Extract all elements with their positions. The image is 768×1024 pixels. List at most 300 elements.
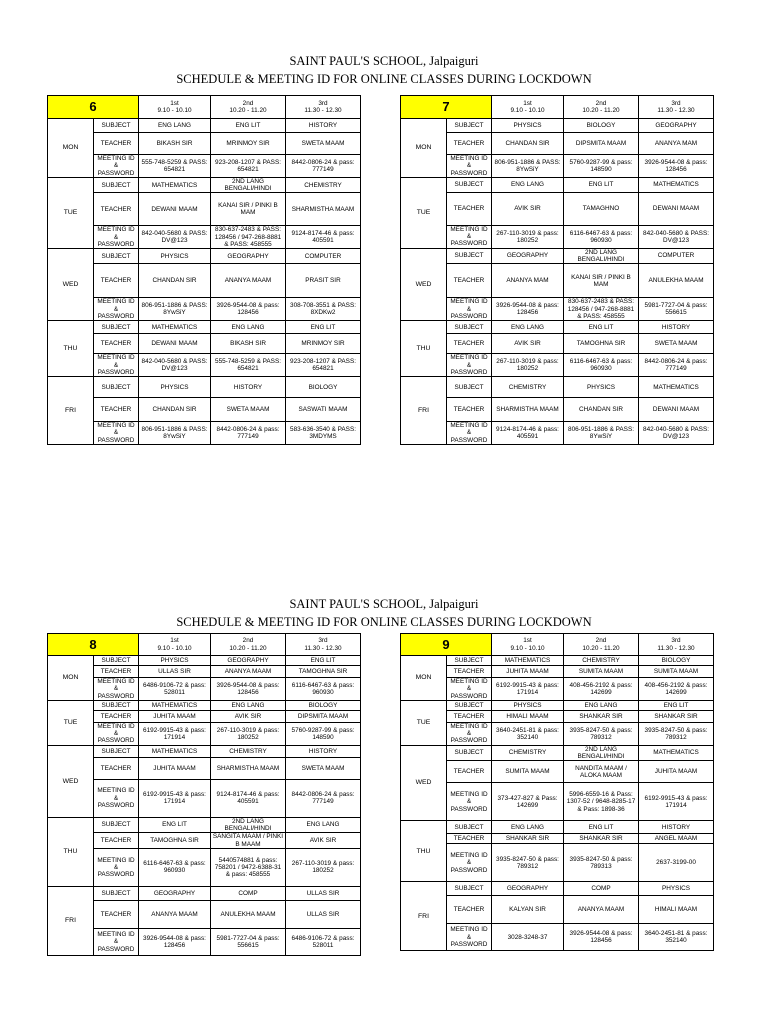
schedule-cell: DIPSMITA MAAM (564, 133, 639, 155)
schedule-cell: 923-208-1207 & PASS: 654821 (211, 155, 286, 178)
schedule-cell: HISTORY (639, 321, 714, 334)
period-header (286, 96, 361, 119)
period-time: 10.20 - 11.20 (229, 107, 267, 114)
table-row (48, 155, 361, 178)
table-row (48, 745, 361, 757)
schedule-cell: JUHITA MAAM (639, 761, 714, 783)
schedule-cell: 6486-9106-72 & pass: 528011 (139, 678, 211, 701)
class-number: 9 (401, 634, 492, 656)
schedule-cell: ANANYA MAAM (211, 264, 286, 298)
row-label: SUBJECT (447, 248, 492, 264)
schedule-cell: 8442-0806-24 & pass: 777149 (639, 354, 714, 377)
schedule-cell: TAMOGHNA SIR (564, 334, 639, 354)
schedule-cell: PHYSICS (139, 249, 211, 264)
schedule-cell: SWETA MAAM (211, 398, 286, 422)
day-label: TUE (48, 177, 94, 248)
row-label: TEACHER (94, 900, 139, 928)
row-label: SUBJECT (94, 321, 139, 334)
table-row (401, 119, 714, 133)
schedule-cell: ENG LANG (564, 700, 639, 710)
period-number: 1st (170, 637, 179, 645)
table-row (401, 924, 714, 951)
period-time: 11.30 - 12.30 (304, 644, 342, 652)
schedule-cell: PRASIT SIR (286, 264, 361, 298)
table-row (401, 377, 714, 398)
table-row (401, 248, 714, 264)
day-label: MON (48, 119, 94, 178)
row-label: MEETING ID & PASSWORD (447, 422, 492, 445)
period-number: 2nd (595, 99, 607, 107)
row-label: MEETING ID & PASSWORD (447, 722, 492, 745)
table-row (48, 710, 361, 722)
row-label: MEETING ID & PASSWORD (94, 928, 139, 955)
schedule-cell: DIPSMITA MAAM (286, 710, 361, 722)
schedule-cell: 267-110-3019 & pass: 180252 (492, 354, 564, 377)
schedule-cell: BIKASH SIR (139, 133, 211, 155)
day-label: FRI (48, 377, 94, 445)
day-label: FRI (401, 377, 447, 445)
row-label: SUBJECT (447, 321, 492, 334)
schedule-cell: SUMITA MAAM (639, 666, 714, 678)
schedule-cell: 3926-9544-08 & pass: 128456 (211, 678, 286, 701)
table-row (401, 844, 714, 882)
schedule-cell: SHARMISTHA MAAM (211, 757, 286, 779)
schedule-cell: 842-040-5680 & PASS: DV@123 (639, 225, 714, 248)
row-label: SUBJECT (94, 656, 139, 666)
schedule-cell: TAMOGHNA SIR (286, 666, 361, 678)
schedule-cell: 6116-6467-63 & pass: 960930 (564, 225, 639, 248)
schedule-cell: SHARMISTHA MAAM (286, 193, 361, 226)
schedule-cell: GEOGRAPHY (492, 882, 564, 896)
schedule-cell: COMPUTER (286, 249, 361, 264)
header-row (48, 634, 361, 656)
table-row (401, 882, 714, 896)
schedule-cell: SASWATI MAAM (286, 398, 361, 422)
row-label: TEACHER (447, 133, 492, 155)
schedule-cell: 5996-6559-16 & Pass: 1307-52 / 9648-8285-17 & Pass: 1898-36 (564, 783, 639, 821)
table-row (48, 928, 361, 955)
table-row (401, 666, 714, 678)
schedule-cell: AVIK SIR (286, 833, 361, 849)
table-row (48, 722, 361, 745)
schedule-cell: ANANYA MAM (492, 264, 564, 298)
schedule-cell: 3935-8247-50 & pass: 789312 (639, 722, 714, 745)
row-label: SUBJECT (94, 377, 139, 398)
schedule-cell: PHYSICS (139, 377, 211, 398)
table-row (401, 422, 714, 445)
table-row (401, 177, 714, 192)
schedule-cell: BIOLOGY (286, 700, 361, 710)
table-row (401, 761, 714, 783)
schedule-cell: SANGITA MAAM / PINKI B MAAM (211, 833, 286, 849)
row-label: SUBJECT (447, 177, 492, 192)
schedule-cell: 842-040-5680 & PASS: DV@123 (139, 354, 211, 377)
day-label: MON (401, 656, 447, 701)
schedule-cell: 842-040-5680 & PASS: DV@123 (139, 226, 211, 249)
schedule-cell: KALYAN SIR (492, 896, 564, 924)
schedule-cell: 583-636-3540 & PASS: 3MDYMS (286, 422, 361, 445)
row-label: SUBJECT (94, 249, 139, 264)
table-row (401, 896, 714, 924)
schedule-cell: ENG LANG (492, 177, 564, 192)
schedule-cell: 267-110-3019 & pass: 180252 (492, 225, 564, 248)
schedule-cell: HISTORY (286, 119, 361, 133)
schedule-cell: ANANYA MAAM (139, 900, 211, 928)
day-label: WED (401, 745, 447, 821)
table-row (48, 678, 361, 701)
schedule-cell: TAMOGHNA SIR (139, 833, 211, 849)
day-label: TUE (401, 700, 447, 745)
table-row (401, 321, 714, 334)
row-label: TEACHER (447, 761, 492, 783)
schedule-cell: SUMITA MAAM (564, 666, 639, 678)
schedule-cell: ENG LIT (639, 700, 714, 710)
schedule-cell: ANULEKHA MAAM (211, 900, 286, 928)
schedule-cell: 8442-0806-24 & pass: 777149 (286, 155, 361, 178)
period-number: 3rd (671, 637, 681, 645)
day-label: WED (401, 248, 447, 320)
schedule-cell: ANANYA MAAM (211, 666, 286, 678)
schedule-heading: SCHEDULE & MEETING ID FOR ONLINE CLASSES DURING LOCKDOWN (176, 72, 592, 86)
period-header (211, 634, 286, 656)
schedule-cell: NANDITA MAAM / ALOKA MAAM (564, 761, 639, 783)
row-label: MEETING ID & PASSWORD (94, 678, 139, 701)
schedule-cell: MATHEMATICS (139, 321, 211, 334)
schedule-cell: JUHITA MAAM (139, 757, 211, 779)
table-row (48, 249, 361, 264)
period-number: 3rd (318, 99, 328, 107)
school-name: SAINT PAUL'S SCHOOL, Jalpaiguri (289, 597, 479, 611)
table-row (401, 710, 714, 722)
schedule-cell: 806-951-1886 & PASS: 8YwSiY (139, 422, 211, 445)
schedule-cell: 806-951-1886 & PASS: 8YwSiY (139, 298, 211, 321)
period-number: 2nd (242, 99, 254, 107)
schedule-cell: 3926-9544-08 & pass: 128456 (492, 298, 564, 321)
schedule-cell: BIOLOGY (564, 119, 639, 133)
table-row (401, 354, 714, 377)
table-row (48, 133, 361, 155)
table-row (48, 119, 361, 133)
period-number: 1st (523, 637, 532, 645)
schedule-cell: JUHITA MAAM (139, 710, 211, 722)
row-label: TEACHER (94, 757, 139, 779)
row-label: MEETING ID & PASSWORD (94, 722, 139, 745)
day-label: THU (401, 821, 447, 882)
period-header (492, 634, 564, 656)
schedule-cell: 9124-8174-46 & pass: 405591 (286, 226, 361, 249)
schedule-cell: 9124-8174-46 & pass: 405591 (211, 779, 286, 817)
schedule-cell: CHEMISTRY (286, 177, 361, 193)
table-row (401, 225, 714, 248)
table-row (48, 817, 361, 833)
schedule-cell: 5760-9287-99 & pass: 148590 (564, 155, 639, 178)
schedule-cell: 3926-9544-08 & pass: 128456 (564, 924, 639, 951)
period-header (139, 634, 211, 656)
schedule-cell: SWETA MAAM (286, 133, 361, 155)
schedule-cell: 3640-2451-81 & pass: 352140 (639, 924, 714, 951)
schedule-cell: PHYSICS (139, 656, 211, 666)
row-label: SUBJECT (447, 377, 492, 398)
table-row (401, 834, 714, 844)
class-number: 7 (401, 96, 492, 119)
period-number: 2nd (242, 637, 254, 645)
schedule-cell: 2ND LANG BENGALI/HINDI (211, 817, 286, 833)
schedule-cell: KANAI SIR / PINKI B MAM (564, 264, 639, 298)
row-label: MEETING ID & PASSWORD (447, 924, 492, 951)
schedule-cell: 5981-7727-04 & pass: 556615 (639, 298, 714, 321)
schedule-cell: GEOGRAPHY (139, 886, 211, 900)
schedule-cell: ULLAS SIR (286, 900, 361, 928)
period-time: 9.10 - 10.10 (510, 107, 545, 114)
schedule-cell: 2ND LANG BENGALI/HINDI (564, 248, 639, 264)
row-label: TEACHER (94, 264, 139, 298)
schedule-cell: 6486-9106-72 & pass: 528011 (286, 928, 361, 955)
schedule-cell: CHEMISTRY (211, 745, 286, 757)
schedule-cell: ENG LANG (139, 119, 211, 133)
schedule-cell: 6116-6467-63 & pass: 960930 (286, 678, 361, 701)
schedule-cell: 3028-3248-37 (492, 924, 564, 951)
period-number: 3rd (318, 637, 328, 645)
row-label: SUBJECT (94, 119, 139, 133)
schedule-table (47, 633, 361, 956)
schedule-cell: HISTORY (286, 745, 361, 757)
row-label: TEACHER (94, 833, 139, 849)
schedule-cell: BIOLOGY (286, 377, 361, 398)
schedule-cell: ENG LIT (564, 321, 639, 334)
period-time: 11.30 - 12.30 (657, 107, 695, 114)
day-label: MON (401, 119, 447, 178)
period-number: 3rd (671, 99, 681, 107)
table-row (48, 757, 361, 779)
schedule-table (400, 633, 714, 951)
schedule-cell: ULLAS SIR (139, 666, 211, 678)
day-label: MON (48, 656, 94, 701)
table-row (401, 656, 714, 666)
table-row (401, 722, 714, 745)
row-label: SUBJECT (94, 817, 139, 833)
schedule-cell: COMP (564, 882, 639, 896)
schedule-cell: PHYSICS (492, 119, 564, 133)
row-label: TEACHER (94, 666, 139, 678)
period-time: 9.10 - 10.10 (510, 644, 545, 652)
schedule-cell: 2ND LANG BENGALI/HINDI (564, 745, 639, 761)
schedule-cell: GEOGRAPHY (639, 119, 714, 133)
schedule-cell: 5981-7727-04 & pass: 556615 (211, 928, 286, 955)
schedule-cell: MATHEMATICS (139, 177, 211, 193)
schedule-cell: COMP (211, 886, 286, 900)
schedule-cell: SUMITA MAAM (492, 761, 564, 783)
schedule-cell: ANGEL MAAM (639, 834, 714, 844)
day-label: THU (401, 321, 447, 377)
schedule-table (400, 95, 714, 445)
schedule-cell: 3935-8247-50 & pass: 789312 (564, 722, 639, 745)
header-row (401, 96, 714, 119)
period-header (139, 96, 211, 119)
table-row (48, 321, 361, 334)
schedule-cell: GEOGRAPHY (492, 248, 564, 264)
schedule-cell: JUHITA MAAM (492, 666, 564, 678)
schedule-cell: 3935-8247-50 & pass: 789313 (564, 844, 639, 882)
schedule-cell: MATHEMATICS (139, 745, 211, 757)
row-label: TEACHER (447, 192, 492, 225)
table-row (48, 700, 361, 710)
row-label: MEETING ID & PASSWORD (447, 155, 492, 178)
period-header (639, 634, 714, 656)
row-label: TEACHER (447, 264, 492, 298)
row-label: MEETING ID & PASSWORD (94, 226, 139, 249)
schedule-cell: DEWANI MAAM (639, 398, 714, 422)
row-label: SUBJECT (94, 177, 139, 193)
schedule-cell: 3935-8247-50 & pass: 789312 (492, 844, 564, 882)
row-label: MEETING ID & PASSWORD (94, 848, 139, 886)
period-time: 9.10 - 10.10 (157, 644, 192, 652)
schedule-cell: CHEMISTRY (564, 656, 639, 666)
row-label: MEETING ID & PASSWORD (447, 354, 492, 377)
day-label: FRI (401, 882, 447, 951)
class-number: 6 (48, 96, 139, 119)
schedule-cell: 806-951-1886 & PASS: 8YwSiY (492, 155, 564, 178)
schedule-cell: SHARMISTHA MAAM (492, 398, 564, 422)
table-row (48, 264, 361, 298)
class-number: 8 (48, 634, 139, 656)
schedule-cell: 3926-9544-08 & pass: 128456 (211, 298, 286, 321)
day-label: WED (48, 249, 94, 321)
school-name: SAINT PAUL'S SCHOOL, Jalpaiguri (289, 54, 479, 68)
row-label: TEACHER (447, 334, 492, 354)
table-row (401, 783, 714, 821)
period-header (492, 96, 564, 119)
schedule-cell: MRINMOY SIR (211, 133, 286, 155)
row-label: TEACHER (447, 398, 492, 422)
schedule-cell: ULLAS SIR (286, 886, 361, 900)
table-row (401, 398, 714, 422)
schedule-cell: 267-110-3019 & pass: 180252 (211, 722, 286, 745)
schedule-cell: MATHEMATICS (639, 745, 714, 761)
schedule-cell: BIOLOGY (639, 656, 714, 666)
row-label: SUBJECT (447, 656, 492, 666)
period-time: 10.20 - 11.20 (582, 644, 620, 652)
schedule-cell: 830-637-2483 & PASS: 128456 / 947-268-8881 & PASS: 458555 (211, 226, 286, 249)
schedule-cell: 3640-2451-81 & pass: 352140 (492, 722, 564, 745)
schedule-cell: 308-708-3551 & PASS: 8XDKw2 (286, 298, 361, 321)
table-row (401, 264, 714, 298)
period-header (564, 96, 639, 119)
row-label: MEETING ID & PASSWORD (94, 779, 139, 817)
schedule-cell: ANANYA MAM (639, 133, 714, 155)
schedule-cell: AVIK SIR (492, 334, 564, 354)
table-row (48, 779, 361, 817)
schedule-cell: COMPUTER (639, 248, 714, 264)
table-row (401, 192, 714, 225)
row-label: MEETING ID & PASSWORD (94, 354, 139, 377)
period-header (564, 634, 639, 656)
schedule-cell: 3926-9544-08 & pass: 128456 (139, 928, 211, 955)
schedule-cell: ENG LIT (211, 119, 286, 133)
row-label: TEACHER (94, 334, 139, 354)
schedule-cell: ENG LANG (211, 321, 286, 334)
schedule-cell: 3926-9544-08 & pass: 128456 (639, 155, 714, 178)
schedule-cell: GEOGRAPHY (211, 249, 286, 264)
schedule-cell: 6192-9915-43 & pass: 171914 (139, 779, 211, 817)
schedule-cell: PHYSICS (492, 700, 564, 710)
header-row (48, 96, 361, 119)
schedule-cell: DEWANI MAAM (139, 334, 211, 354)
schedule-cell: 5440574881 & pass: 758201 / 9472-6388-31 & pass: 458555 (211, 848, 286, 886)
period-number: 1st (170, 99, 179, 107)
schedule-cell: MATHEMATICS (139, 700, 211, 710)
schedule-cell: PHYSICS (639, 882, 714, 896)
schedule-cell: ANANYA MAAM (564, 896, 639, 924)
period-header (286, 634, 361, 656)
table-row (48, 398, 361, 422)
table-row (48, 354, 361, 377)
schedule-cell: ENG LANG (492, 821, 564, 834)
schedule-cell: 408-456-2192 & pass: 142699 (564, 678, 639, 701)
table-row (401, 700, 714, 710)
schedule-cell: CHEMISTRY (492, 377, 564, 398)
schedule-cell: 9124-8174-46 & pass: 405591 (492, 422, 564, 445)
schedule-cell: SHANKAR SIR (492, 834, 564, 844)
table-row (48, 833, 361, 849)
schedule-cell: MRINMOY SIR (286, 334, 361, 354)
schedule-cell: 8442-0806-24 & pass: 777149 (286, 779, 361, 817)
schedule-cell: 8442-0806-24 & pass: 777149 (211, 422, 286, 445)
period-time: 11.30 - 12.30 (304, 107, 342, 114)
schedule-cell: CHANDAN SIR (139, 264, 211, 298)
row-label: MEETING ID & PASSWORD (94, 422, 139, 445)
row-label: TEACHER (94, 193, 139, 226)
schedule-cell: AVIK SIR (211, 710, 286, 722)
schedule-table (47, 95, 361, 445)
period-time: 9.10 - 10.10 (157, 107, 192, 114)
schedule-cell: 6192-9915-43 & pass: 171914 (639, 783, 714, 821)
schedule-cell: MATHEMATICS (492, 656, 564, 666)
schedule-cell: BIKASH SIR (211, 334, 286, 354)
schedule-cell: 408-456-2192 & pass: 142699 (639, 678, 714, 701)
row-label: SUBJECT (94, 745, 139, 757)
period-time: 11.30 - 12.30 (657, 644, 695, 652)
row-label: TEACHER (94, 398, 139, 422)
schedule-cell: 555-748-5259 & PASS: 654821 (139, 155, 211, 178)
table-row (48, 666, 361, 678)
period-number: 1st (523, 99, 532, 107)
schedule-cell: TAMAGHNO (564, 192, 639, 225)
schedule-cell: SWETA MAAM (286, 757, 361, 779)
row-label: MEETING ID & PASSWORD (447, 844, 492, 882)
day-label: TUE (48, 700, 94, 745)
table-row (48, 886, 361, 900)
table-row (48, 422, 361, 445)
day-label: TUE (401, 177, 447, 248)
row-label: SUBJECT (447, 700, 492, 710)
table-row (48, 656, 361, 666)
row-label: MEETING ID & PASSWORD (447, 783, 492, 821)
row-label: SUBJECT (447, 882, 492, 896)
schedule-cell: CHANDAN SIR (139, 398, 211, 422)
period-number: 2nd (595, 637, 607, 645)
row-label: SUBJECT (447, 745, 492, 761)
table-row (48, 334, 361, 354)
schedule-cell: SHANKAR SIR (564, 710, 639, 722)
schedule-cell: DEWANI MAAM (639, 192, 714, 225)
period-time: 10.20 - 11.20 (582, 107, 620, 114)
table-row (48, 377, 361, 398)
row-label: SUBJECT (94, 700, 139, 710)
schedule-cell: MATHEMATICS (639, 377, 714, 398)
schedule-cell: 373-427-827 & Pass: 142699 (492, 783, 564, 821)
schedule-cell: SHANKAR SIR (639, 710, 714, 722)
schedule-cell: ENG LANG (286, 817, 361, 833)
